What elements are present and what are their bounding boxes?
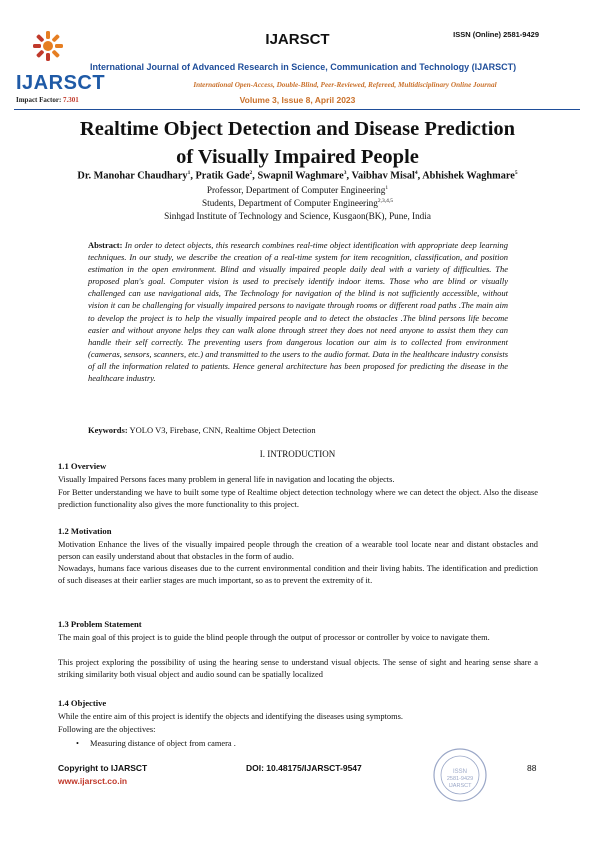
- paper-title: [40, 115, 555, 171]
- page-number: 88: [527, 763, 537, 773]
- footer-website-link[interactable]: www.ijarsct.co.in: [58, 776, 128, 786]
- svg-text:ISSN: ISSN: [452, 769, 468, 775]
- journal-name: International Journal of Advanced Research in Science, Communication and Technology (IJARSCT): [90, 62, 517, 72]
- paragraph: This project exploring the possibility of using the hearing sense to understand visual objects. The sense of sight and hearing sense share a striking similarity both visual object and audio sound can be spatially localized: [58, 658, 538, 680]
- subsection-heading-overview: 1.1 Overview: [58, 461, 107, 471]
- volume-issue: Volume 3, Issue 8, April 2023: [239, 95, 356, 105]
- footer-doi: DOI: 10.48175/IJARSCT-9547: [246, 763, 362, 773]
- impact-factor-value: 7.301: [63, 96, 79, 104]
- abstract-label: Abstract:: [88, 240, 123, 250]
- author-name: Dr. Manohar Chaudhary: [77, 170, 188, 182]
- issn-label: ISSN (Online) 2581-9429: [453, 30, 539, 39]
- affiliation-text: Students, Department of Computer Engineering: [202, 198, 378, 209]
- list-item: [76, 739, 236, 748]
- footer-copyright: Copyright to IJARSCT: [58, 763, 148, 773]
- author-name: Swapnil Waghmare: [257, 170, 344, 182]
- section-heading-introduction: I. INTRODUCTION: [259, 449, 336, 459]
- affiliation-professor: [0, 185, 595, 195]
- bullet-icon: •: [76, 739, 79, 748]
- author-list: Dr. Manohar Chaudhary$^1$, Pratik Gade$^2$, Swapnil Waghmare$^3$, Vaibhav Misal$^4$, Abhishek Waghmare$^5$: [77, 170, 518, 182]
- paper-title-line1: Realtime Object Detection and Disease Prediction: [79, 118, 516, 140]
- paper-title-line2: of Visually Impaired People: [176, 146, 419, 168]
- keywords-label: Keywords:: [88, 425, 128, 435]
- abstract-text: In order to detect objects, this research combines real-time object identification with appropriate deep learning techniques. In our study, we describe the creation of a real-time system for item recognition, classification, and position estimation in the open environment. Blind and visually impaired people daily deal with a variety of difficulties. The proposed plan's goal. Computer vision is used to precisely identify indoor items. Those who are blind or visually challenged can use navigational aids, The Technology for navigation of the blind is not sufficiently accessible, without vision it can be challenging for visually impaired persons to navigate through rooms or different road paths .The main aim to develop the project is to help the visually impaired people and to detect the obstacles .The blind persons life become easier and without anyone helps they can walk alone through street they does not need anyone to assist them they can handle their self correctly. The preventing users from dangerous location our aim is to collected from environment (cameras, sensors, scanners, etc.) and transmitted to the users to the audio format. Data in the healthcare industry consists of all the information related to patients. Hence general architecture has been proposed for predicting the disease in the healthcare industry.: [88, 240, 508, 384]
- logo-wordmark: IJARSCT: [16, 72, 106, 94]
- author-sup: 1: [187, 170, 191, 176]
- header-divider: [14, 109, 580, 110]
- author-name: Abhishek Waghmare: [422, 170, 515, 182]
- affiliation-students: [0, 198, 595, 208]
- paragraph: Visually Impaired Persons faces many problem in general life in navigation and locating the objects.: [58, 475, 395, 484]
- paragraph: While the entire aim of this project is identify the objects and identifying the diseases using symptoms.: [58, 712, 403, 721]
- keywords: [88, 425, 508, 435]
- author-sup: 2: [249, 170, 253, 176]
- paragraph: The main goal of this project is to guide the blind people through the output of processor or controller by voice to navigate them.: [58, 633, 490, 642]
- affiliation-sup: 2,3,4,5: [377, 198, 393, 204]
- paragraph: Nowadays, humans face various diseases due to the current environmental condition and their living habits. The identification and prediction of such diseases at their earlier stages are much important, so as to prevent the extremity of it.: [58, 564, 538, 586]
- list-item-text: Measuring distance of object from camera .: [90, 739, 236, 748]
- impact-factor-label: Impact Factor:: [16, 96, 62, 104]
- institute: Sinhgad Institute of Technology and Science, Kusgaon(BK), Pune, India: [164, 211, 431, 221]
- paragraph: Motivation Enhance the lives of the visually impaired people through the creation of a wearable tool locate near and distant obstacles and person can easily understand about that obstacles in the form of audio.: [58, 540, 538, 562]
- svg-text:2581-9429: 2581-9429: [446, 776, 474, 782]
- subsection-heading-problem-statement: 1.3 Problem Statement: [58, 619, 142, 629]
- author-name: Pratik Gade: [195, 170, 250, 182]
- svg-text:IJARSCT: IJARSCT: [448, 783, 472, 789]
- author-sup: 5: [514, 170, 518, 176]
- subsection-heading-motivation: 1.2 Motivation: [58, 526, 112, 536]
- author-name: Vaibhav Misal: [351, 170, 415, 182]
- affiliation-text: Professor, Department of Computer Engineering: [206, 185, 386, 196]
- author-sup: 3: [343, 170, 347, 176]
- journal-stamp-icon: [432, 747, 488, 803]
- paragraph: Following are the objectives:: [58, 725, 156, 734]
- journal-abbrev-title: IJARSCT: [265, 31, 330, 48]
- keywords-text: YOLO V3, Firebase, CNN, Realtime Object Detection: [129, 425, 316, 435]
- author-sup: 4: [414, 170, 418, 176]
- paragraph: For Better understanding we have to built some type of Realtime object detection technology where we can detect the object. Also the disease prediction functionality also gives the more functionality to this project.: [58, 488, 538, 510]
- subsection-heading-objective: 1.4 Objective: [58, 698, 107, 708]
- affiliation-sup: 1: [385, 185, 389, 191]
- abstract: [88, 239, 508, 384]
- journal-tagline: International Open-Access, Double-Blind, Peer-Reviewed, Refereed, Multidisciplinary Online Journal: [193, 81, 497, 89]
